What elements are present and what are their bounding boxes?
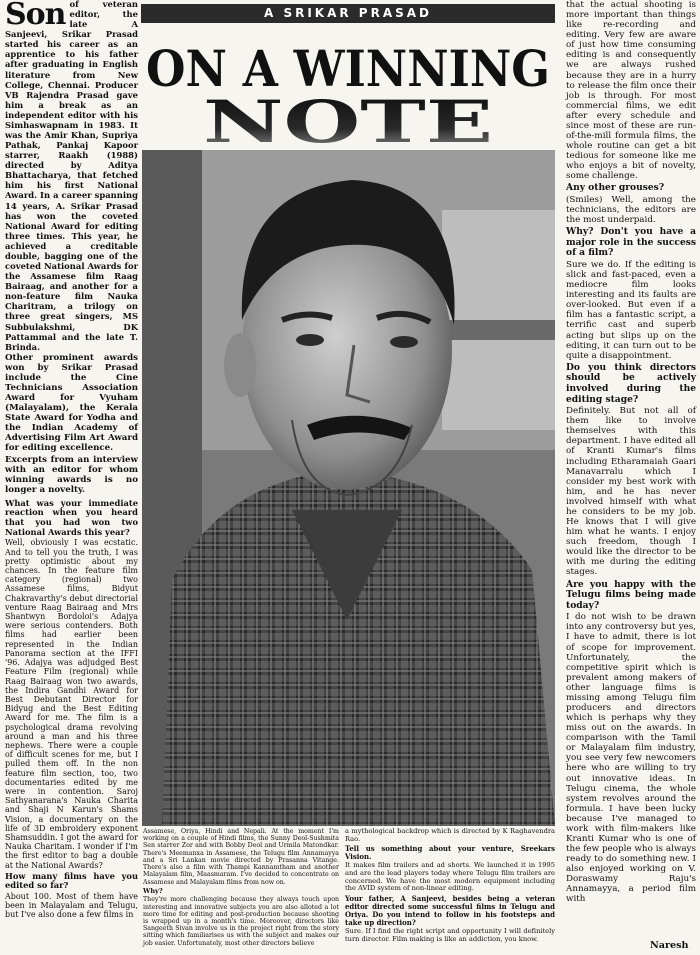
answer: They're more challenging because they always touch upon interesting and innovative subjects you are also alloted a lot more time for editing and post-production because shooting is wrapped up in a month's time. Moreover, directors like Sangeeth Sivan involve us in the project right from the story sitting which familiarises us with the subject and makes our job easier. Unfortunately, most other directors believe	[143, 896, 339, 947]
question: Tell us something about your venture, Sreekars Vision.	[345, 844, 555, 862]
portrait-graphic	[142, 150, 555, 826]
question: Any other grouses?	[566, 182, 665, 194]
question: What was your immediate reaction when you heard that you had won two National Awards this year?	[5, 497, 138, 537]
byline: A SRIKAR PRASAD	[141, 4, 555, 23]
headline-graphic	[141, 34, 555, 146]
answer: Sure we do. If the editing is slick and fast-paced, even a mediocre film looks interesting and its faults are over-looked. But even if a film has a fantastic script, a terrific cast and superb acting but slips up on the editing, it can turn out to be quite a disappointment.	[566, 260, 696, 361]
question: Are you happy with the Telugu films being made today?	[566, 578, 696, 611]
answer: a mythological backdrop which is directed by K Raghavendra Rao.	[345, 827, 555, 843]
answer: Well, obviously I was ecstatic. And to tell you the truth, I was pretty optimistic about my chances. In the feature film category (regional) two Assamese films, Bidyut Chakravarthy's debut directorial venture Raag Bairaag and Mrs Shantwyn Bordoloi's Adajya were serious contenders. Both films had earlier been represented in the Indian Panorama section at the IFFI '96. Adajya was adjudged Best Feature Film (regional) while Raag Bairaag won two awards, the Indira Gandhi Award for Best Debutant Director for Bidyug and the Best Editing Award for me. The film is a psychological drama revolving around a man and his three nephews. There were a couple of difficult scenes for me, but I pulled them off. In the non feature film section, too, two documentaries edited by me were in contention. Saroj Sathyanarana's Nauka Charita and Shaji N Karun's Shams Vision, a documentary on the life of 3D embroidery exponent Shamsuddin. I got the award for Nauka Charitam. I wonder if I'm the first editor to bag a double at the National Awards?	[5, 538, 138, 870]
question: Why? Don't you have a major role in the success of a film?	[566, 226, 696, 259]
question: Do you think directors should be actively involved during the editing stage?	[566, 361, 696, 405]
answer: Sure. If I find the right script and opportunity I will definitely turn director. Film making is like an addiction, you know.	[345, 927, 555, 943]
question: How many films have you edited so far?	[5, 870, 138, 891]
question: Why?	[143, 886, 163, 895]
answer: It makes film trailers and ad shorts. We launched it in 1995 and are the lead players today where Telugu film trailers are concerned. We have the most modern equipment including the AVID system of non-linear editing.	[345, 861, 555, 893]
column-intro	[5, 0, 138, 921]
awards-paragraph: Other prominent awards won by Srikar Prasad include the Cine Technicians Association Award for Vyuham (Malayalam), the Kerala State Award for Yodha and the Indian Academy of Advertising Film Art Award for editing excellence.	[5, 352, 138, 454]
question: Your father, A Sanjeevi, besides being a veteran editor directed some successful films in Telugu and Oriya. Do you intend to follow in his footsteps and take up direction?	[345, 894, 555, 928]
answer: I do not wish to be drawn into any controversy but yes, I have to admit, there is lot of scope for improvement. Unfortunately, the competitive spirit which is prevalent among makers of other language films is missing among Telugu film producers and directors which is perhaps why they miss out on the awards. In comparison with the Tamil or Malayalam film industry, you see very few newcomers here who are willing to try out innovative ideas. In Telugu cinema, the whole system revolves around the formula. I have been lucky because I've managed to work with film-makers like Kranti Kumar who is one of the few people who is always ready to do something new. I also enjoyed working on V. Doraswamy Raju's Annamayya, a period film with	[566, 612, 696, 905]
answer: About 100. Most of them have been in Malayalam and Telugu, but I've also done a few films in	[5, 892, 138, 920]
intro-paragraph	[5, 0, 138, 353]
headline-line1: ON A WINNING	[146, 39, 550, 98]
column-3	[345, 828, 555, 945]
answer: that the actual shooting is more important than things like re-recording and editing. Very few are aware of just how time consuming editing is and consequently we are always rushed because they are in a hurry to release the film once their job is through. For most commercial films, we edit after every schedule and since most of these are run-of-the-mill formula films, the whole routine can get a bit tedious for someone like me who enjoys a bit of novelty, some challenge.	[566, 0, 696, 182]
column-right	[566, 0, 696, 906]
headline	[141, 34, 555, 146]
answer: (Smiles) Well, among the technicians, the editors are the most underpaid.	[566, 195, 696, 226]
dropcap-word: Son	[5, 0, 66, 32]
answer: Assamese, Oriya, Hindi and Nepali. At the moment I'm working on a couple of Hindi films, the Sunny Deol-Sushmita Sen starrer Zor and with Bobby Deol and Urmila Matondkar. There's Meemanxa in Assamese, the Telugu film Annamayya and a Sri Lankan movie directed by Prasanna Vitange. There's also a film with Thampi Kannamtham and another Malayalam film, Maasmaram. I've decided to concentrate on Assamese and Malayalam films from now on.	[143, 828, 339, 886]
excerpt-paragraph: Excerpts from an interview with an editor for whom winning awards is no longer a novelty.	[5, 454, 138, 495]
headline-line2: NOTE	[203, 88, 493, 146]
intro-text: of veteran editor, the late A Sanjeevi, Srikar Prasad started his career as an apprentice to his father after graduating in English literature from New College, Chennai. Producer VB Rajendra Prasad gave him a break as an independent editor with his Simhaswapnam in 1983. It was the Amir Khan, Supriya Pathak, Pankaj Kapoor starrer, Raakh (1988) directed by Aditya Bhattacharya, that fetched him his first National Award. In a career spanning 14 years, A. Srikar Prasad has won the coveted National Award for editing three times. This year, he achieved a creditable double, bagging one of the coveted National Awards for the Assamese film Raag Bairaag, and another for a non-feature film Nauka Charitram, a trilogy on three great singers, MS Subbulakshmi, DK Pattammal and the late T. Brinda.	[5, 0, 138, 352]
column-2	[143, 828, 339, 948]
author-signature: Naresh	[650, 940, 689, 951]
answer: Definitely. But not all of them like to involve themselves with this department. I have edited all of Kranti Kumar's films including Etharamaiah Gaari Manavarralu which I consider my best work with him, and he has never involved himself with what he considers to be my job. He knows that I will give him what he wants. I enjoy such freedom, though I would like the director to be with me during the editing stages.	[566, 406, 696, 578]
portrait-photo	[142, 150, 555, 826]
